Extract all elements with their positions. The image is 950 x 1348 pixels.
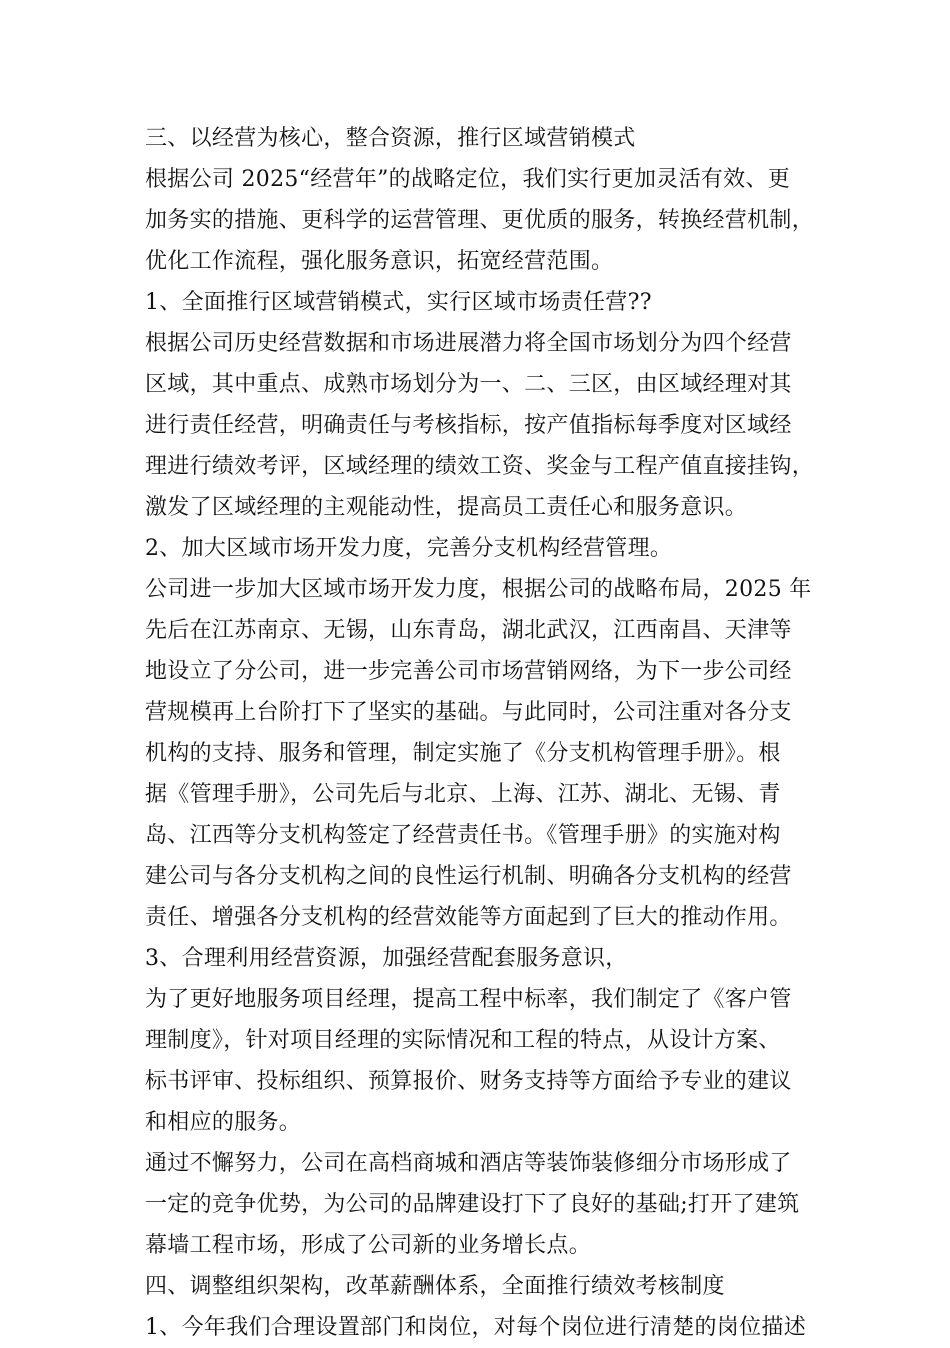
paragraph-line: 岛、江西等分支机构签定了经营责任书。《管理手册》的实施对构: [145, 823, 781, 848]
paragraph-line: 一定的竞争优势，为公司的品牌建设打下了良好的基础;打开了建筑: [145, 1192, 800, 1217]
paragraph-line: 进行责任经营，明确责任与考核指标，按产值指标每季度对区域经: [145, 413, 792, 438]
paragraph-line: 加务实的措施、更科学的运营管理、更优质的服务，转换经营机制，: [145, 208, 815, 233]
paragraph-line: 1、今年我们合理设置部门和岗位，对每个岗位进行清楚的岗位描述: [145, 1315, 806, 1340]
paragraph-line: 和相应的服务。: [145, 1110, 302, 1135]
paragraph-line: 激发了区域经理的主观能动性，提高员工责任心和服务意识。: [145, 495, 748, 520]
paragraph-line: 机构的支持、服务和管理，制定实施了《分支机构管理手册》。根: [145, 741, 781, 766]
paragraph-line: 理制度》，针对项目经理的实际情况和工程的特点，从设计方案、: [145, 1028, 781, 1053]
paragraph-line: 理进行绩效考评，区域经理的绩效工资、奖金与工程产值直接挂钩，: [145, 454, 815, 479]
subheading-3-2: 2、加大区域市场开发力度，完善分支机构经营管理。: [145, 536, 673, 561]
subheading-3-1: 1、全面推行区域营销模式，实行区域市场责任营??: [145, 290, 652, 315]
section-heading-4: 四、调整组织架构，改革薪酬体系，全面推行绩效考核制度: [145, 1274, 725, 1299]
paragraph-line: 营规模再上台阶打下了坚实的基础。与此同时，公司注重对各分支: [145, 700, 792, 725]
paragraph-line: 公司进一步加大区域市场开发力度，根据公司的战略布局，2025 年: [145, 577, 812, 602]
paragraph-line: 先后在江苏南京、无锡，山东青岛，湖北武汉，江西南昌、天津等: [145, 618, 792, 643]
paragraph-line: 区域，其中重点、成熟市场划分为一、二、三区，由区域经理对其: [145, 372, 792, 397]
paragraph-line: 根据公司历史经营数据和市场进展潜力将全国市场划分为四个经营: [145, 331, 792, 356]
document-body: [145, 118, 815, 1348]
paragraph-line: 标书评审、投标组织、预算报价、财务支持等方面给予专业的建议: [145, 1069, 792, 1094]
paragraph-line: 通过不懈努力，公司在高档商城和酒店等装饰装修细分市场形成了: [145, 1151, 792, 1176]
paragraph-line: 幕墙工程市场，形成了公司新的业务增长点。: [145, 1233, 592, 1258]
section-heading-3: 三、以经营为核心，整合资源，推行区域营销模式: [145, 126, 636, 151]
paragraph-line: 地设立了分公司，进一步完善公司市场营销网络，为下一步公司经: [145, 659, 792, 684]
paragraph-line: 据《管理手册》，公司先后与北京、上海、江苏、湖北、无锡、青: [145, 782, 781, 807]
subheading-3-3: 3、合理利用经营资源，加强经营配套服务意识，: [145, 946, 628, 971]
paragraph-line: 优化工作流程，强化服务意识，拓宽经营范围。: [145, 249, 614, 274]
paragraph-line: 责任、增强各分支机构的经营效能等方面起到了巨大的推动作用。: [145, 905, 792, 930]
paragraph-line: 为了更好地服务项目经理，提高工程中标率，我们制定了《客户管: [145, 987, 792, 1012]
paragraph-line: 建公司与各分支机构之间的良性运行机制、明确各分支机构的经营: [145, 864, 792, 889]
paragraph-line: 根据公司 2025“经营年”的战略定位，我们实行更加灵活有效、更: [145, 167, 791, 192]
